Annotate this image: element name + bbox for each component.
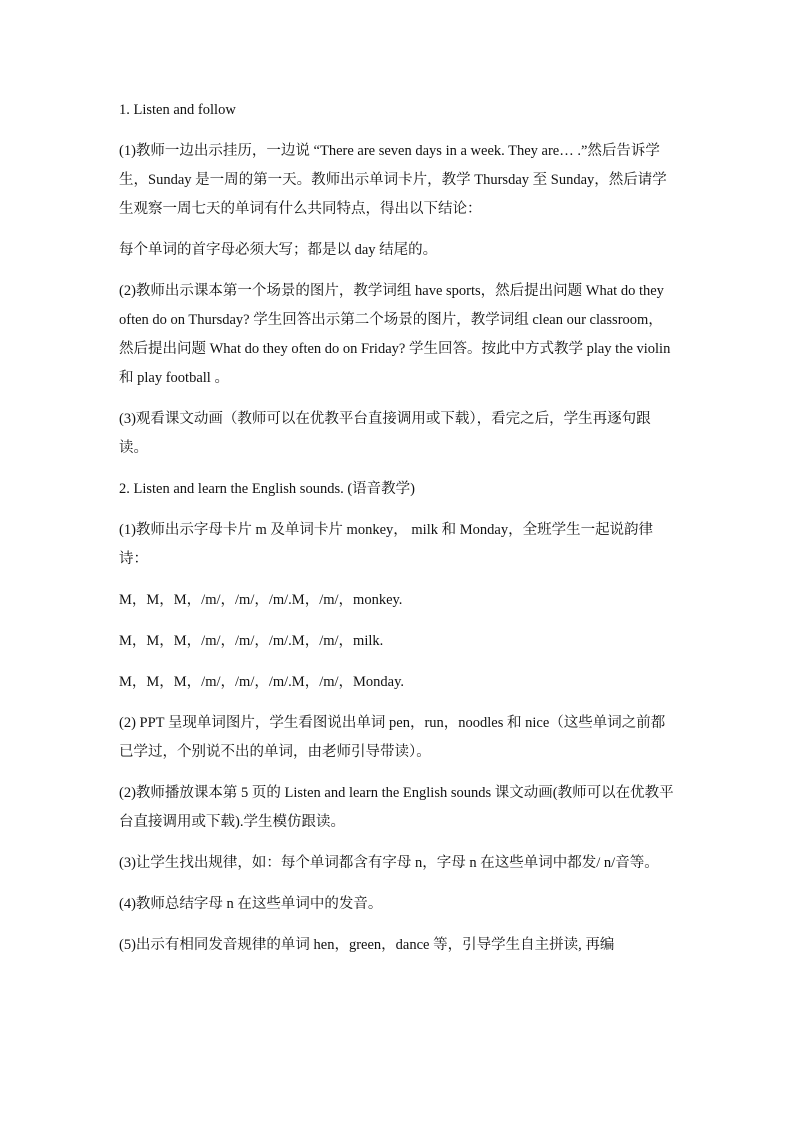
chant-line-monday: M，M，M，/m/，/m/，/m/.M，/m/，Monday.: [119, 674, 405, 690]
paragraph-step-1-1: (1)教师一边出示挂历，一边说 “There are seven days in a week. They are… .”然后告诉学生，Sunday 是一周的第一天。教师出示单词卡片，教学 Thursday 至 Sunday，然后请学生观察一周七天的单词有什么共同特点，得出以下结论：: [119, 143, 667, 217]
chant-line-monkey: M，M，M，/m/，/m/，/m/.M，/m/，monkey.: [119, 592, 403, 608]
paragraph-step-2-5: (5)出示有相同发音规律的单词 hen，green，dance 等，引导学生自主拼读, 再编: [119, 937, 615, 953]
chant-line-milk: M，M，M，/m/，/m/，/m/.M，/m/，milk.: [119, 633, 384, 649]
paragraph-step-1-3: (3)观看课文动画（教师可以在优教平台直接调用或下载），看完之后，学生再逐句跟读。: [119, 411, 651, 456]
heading-listen-and-learn: 2. Listen and learn the English sounds. (语音教学): [119, 481, 415, 497]
paragraph-step-2-1: (1)教师出示字母卡片 m 及单词卡片 monkey， milk 和 Monday，全班学生一起说韵律诗：: [119, 522, 654, 567]
paragraph-step-2-2b: (2)教师播放课本第 5 页的 Listen and learn the English sounds 课文动画(教师可以在优教平台直接调用或下载).学生模仿跟读。: [119, 785, 674, 830]
paragraph-step-2-2a: (2) PPT 呈现单词图片，学生看图说出单词 pen，run，noodles 和 nice（这些单词之前都已学过，个别说不出的单词，由老师引导带读）。: [119, 715, 666, 760]
paragraph-step-2-4: (4)教师总结字母 n 在这些单词中的发音。: [119, 896, 383, 912]
paragraph-conclusion: 每个单词的首字母必须大写；都是以 day 结尾的。: [119, 242, 438, 258]
heading-listen-and-follow: 1. Listen and follow: [119, 102, 236, 118]
document-body: [119, 96, 675, 972]
paragraph-step-2-3: (3)让学生找出规律，如：每个单词都含有字母 n，字母 n 在这些单词中都发/ n/音等。: [119, 855, 659, 871]
paragraph-step-1-2: (2)教师出示课本第一个场景的图片，教学词组 have sports，然后提出问题 What do they often do on Thursday? 学生回答出示第二个场景的图片，教学词组 clean our classroom，然后提出问题 What do they often do on Friday? 学生回答。按此中方式教学 play the violin 和 play football 。: [119, 283, 671, 386]
